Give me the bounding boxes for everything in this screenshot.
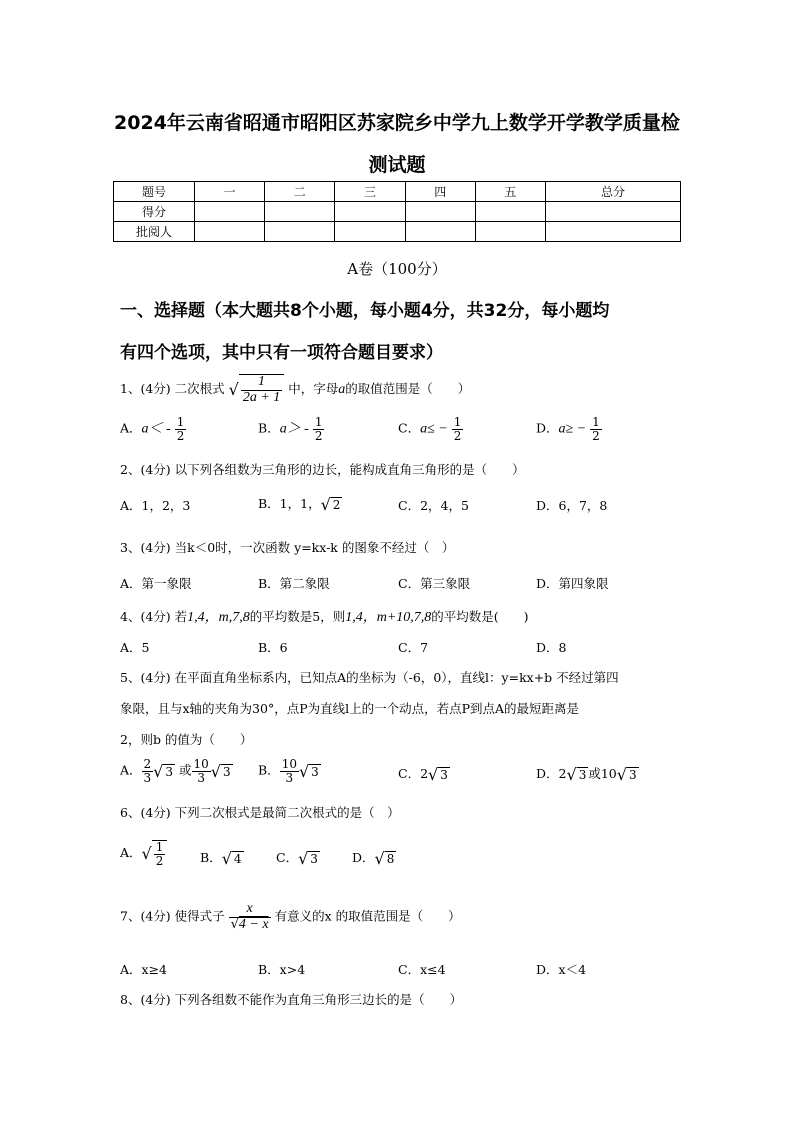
- section-a-heading: A卷（100分）: [347, 260, 447, 278]
- score-cell[interactable]: [405, 222, 475, 242]
- option-root: 2: [332, 498, 341, 512]
- q1-option-b[interactable]: [258, 416, 324, 442]
- question-3: 3、(4分) 当k＜0时，一次函数 y=kx-k 的图象不经过（ ）: [120, 540, 455, 555]
- option-label: A．: [120, 420, 142, 436]
- q3-option-b[interactable]: B．第二象限: [258, 576, 330, 591]
- option-label: B．: [258, 762, 280, 778]
- question-8: 8、(4分) 下列各组数不能作为直角三角形三边长的是（ ）: [120, 992, 463, 1007]
- question-2: 2、(4分) 以下列各组数为三角形的边长，能构成直角三角形的是（ ）: [120, 462, 525, 477]
- question-7: [120, 902, 461, 932]
- option-label: C．: [398, 766, 421, 781]
- sqrt-icon: √: [566, 765, 577, 784]
- option-root: 3: [311, 764, 319, 779]
- option-num: 1: [592, 415, 600, 429]
- option-den: 2: [592, 428, 600, 443]
- option-label: B．: [200, 850, 222, 865]
- score-table-row: [114, 222, 681, 242]
- q5-option-a[interactable]: [120, 758, 233, 784]
- option-root: 8: [386, 852, 395, 866]
- q1-frac-num: 1: [258, 374, 266, 389]
- sqrt-icon: √: [230, 916, 239, 932]
- option-num: 10: [281, 757, 297, 771]
- q4-option-b[interactable]: B．6: [258, 640, 288, 655]
- score-cell[interactable]: [546, 202, 681, 222]
- q4-option-a[interactable]: A．5: [120, 640, 150, 655]
- q2-option-b[interactable]: [258, 494, 342, 514]
- q3-option-a[interactable]: A．第一象限: [120, 576, 192, 591]
- option-num: 1: [453, 415, 462, 429]
- score-cell[interactable]: [195, 202, 265, 222]
- question-4: [120, 606, 529, 626]
- q4-text-b: 的平均数是5，则: [249, 609, 346, 624]
- sqrt-icon: √: [141, 844, 152, 864]
- question-5-line-3: 2，则b 的值为（ ）: [120, 732, 253, 747]
- q3-option-d[interactable]: D．第四象限: [536, 576, 609, 591]
- q5-option-c[interactable]: [398, 764, 450, 784]
- option-label: A．: [120, 762, 142, 778]
- q2-option-d[interactable]: D．6，7，8: [536, 498, 608, 513]
- score-cell[interactable]: [195, 222, 265, 242]
- sqrt-icon: √: [298, 761, 310, 781]
- score-cell[interactable]: [546, 222, 681, 242]
- option-den: 2: [453, 428, 462, 443]
- q4-option-d[interactable]: D．8: [536, 640, 567, 655]
- part1-heading-line-2: 有四个选项，其中只有一项符合题目要求）: [120, 343, 443, 363]
- score-cell[interactable]: [475, 222, 545, 242]
- sqrt-icon: √: [153, 761, 164, 781]
- option-root: 3: [440, 768, 448, 782]
- option-coef: 10: [600, 766, 617, 781]
- score-table-header-cell: 总分: [546, 182, 681, 202]
- question-5-line-1: 5、(4分) 在平面直角坐标系内，已知点A的坐标为（-6，0），直线l：y=kx+b 不经过第四: [120, 670, 619, 685]
- option-label: C．: [398, 420, 421, 436]
- score-cell[interactable]: [335, 222, 405, 242]
- option-expr: a＜ -: [141, 421, 171, 437]
- sqrt-icon: √: [228, 380, 239, 400]
- part1-heading-line-1: 一、选择题（本大题共8个小题，每小题4分，共32分，每小题均: [120, 301, 610, 321]
- score-table-header-cell: 三: [335, 182, 405, 202]
- q7-option-d[interactable]: D．x＜4: [536, 962, 587, 977]
- score-table-header-cell: 四: [405, 182, 475, 202]
- option-num: 10: [193, 757, 209, 771]
- q7-frac-num: x: [246, 901, 253, 916]
- option-expr: a＞ -: [279, 421, 309, 437]
- option-root: 3: [628, 768, 637, 782]
- option-coef: 2: [558, 766, 567, 781]
- option-label: B．: [258, 420, 280, 436]
- option-num: 2: [143, 757, 152, 771]
- q6-option-d[interactable]: [352, 848, 396, 868]
- option-den: 3: [192, 771, 211, 785]
- q4-text-a: 4、(4分) 若: [120, 609, 188, 624]
- q4-set-b: 1,4，m+10,7,8: [345, 610, 432, 625]
- q5-option-d[interactable]: [536, 764, 639, 784]
- sqrt-icon: √: [298, 849, 309, 868]
- title-line-1: 2024年云南省昭通市昭阳区苏家院乡中学九上数学开学教学质量检: [114, 112, 680, 134]
- q1-frac-den: 2a + 1: [242, 389, 281, 405]
- score-table-header-cell: 二: [265, 182, 335, 202]
- question-6: 6、(4分) 下列二次根式是最简二次根式的是（ ）: [120, 805, 400, 820]
- score-table-row: [114, 202, 681, 222]
- score-cell[interactable]: [265, 202, 335, 222]
- q4-option-c[interactable]: C．7: [398, 640, 429, 655]
- score-row-label: 批阅人: [114, 222, 195, 242]
- sqrt-icon: √: [210, 761, 221, 781]
- option-or: 或: [179, 762, 192, 778]
- question-5-line-2: 象限，且与x轴的夹角为30°，点P为直线l上的一个动点，若点P到点A的最短距离是: [120, 701, 580, 716]
- q2-option-a[interactable]: A．1，2，3: [120, 498, 191, 513]
- q2-option-c[interactable]: C．2，4，5: [398, 498, 469, 513]
- sqrt-icon: √: [320, 495, 331, 514]
- q7-text-post: 有意义的x 的取值范围是（ ）: [274, 908, 461, 924]
- q4-set-a: 1,4，m,7,8: [187, 610, 250, 625]
- option-label: D．: [536, 420, 559, 436]
- q1-option-c[interactable]: [398, 416, 463, 442]
- q7-option-b[interactable]: B．x>4: [258, 962, 306, 977]
- score-cell[interactable]: [475, 202, 545, 222]
- title-line-2: 测试题: [368, 154, 426, 176]
- score-table-header-cell: 题号: [114, 182, 195, 202]
- option-coef: 2: [420, 766, 429, 781]
- option-num: 1: [314, 415, 323, 429]
- q1-option-a[interactable]: [120, 416, 186, 442]
- q1-sqrt: [229, 374, 285, 405]
- score-cell[interactable]: [265, 222, 335, 242]
- option-num: 1: [155, 840, 164, 854]
- q1-text-pre: 1、(4分) 二次根式: [120, 381, 225, 397]
- q6-option-a[interactable]: [120, 840, 167, 867]
- sqrt-icon: √: [616, 765, 627, 784]
- q6-option-c[interactable]: [276, 848, 320, 868]
- option-num: 1: [176, 415, 185, 429]
- q4-text-c: 的平均数是( ): [431, 609, 529, 624]
- option-den: 2: [155, 853, 164, 868]
- q7-text-pre: 7、(4分) 使得式子: [120, 908, 225, 924]
- option-den: 2: [314, 428, 323, 443]
- score-table-header-row: [114, 182, 681, 202]
- score-row-label: 得分: [114, 202, 195, 222]
- option-label: D．: [536, 766, 559, 781]
- option-den: 3: [280, 771, 299, 785]
- option-root: 4: [233, 852, 242, 866]
- q1-option-d[interactable]: [536, 416, 602, 442]
- option-den: 3: [143, 770, 152, 785]
- score-table: [113, 181, 681, 242]
- sqrt-icon: √: [374, 849, 385, 868]
- option-root: 3: [165, 764, 174, 779]
- score-cell[interactable]: [335, 202, 405, 222]
- score-table-header-cell: 一: [195, 182, 265, 202]
- option-label: A．: [120, 845, 142, 861]
- option-root: 3: [223, 764, 231, 779]
- score-table-header-cell: 五: [475, 182, 545, 202]
- option-expr: a≤ −: [420, 421, 448, 437]
- option-text: B．1，1，: [258, 496, 321, 511]
- q7-option-a[interactable]: A．x≥4: [120, 962, 168, 977]
- q1-var: a: [338, 382, 346, 398]
- option-label: D．: [352, 850, 375, 865]
- option-expr: a≥ −: [558, 421, 587, 437]
- option-label: C．: [276, 850, 299, 865]
- q1-text-post-a: 中，字母: [288, 381, 339, 397]
- q7-frac-den: 4 − x: [238, 916, 269, 932]
- q6-option-b[interactable]: [200, 848, 244, 868]
- sqrt-icon: √: [428, 765, 439, 784]
- sqrt-icon: √: [221, 849, 232, 868]
- option-den: 2: [176, 428, 185, 443]
- question-1: [120, 374, 470, 405]
- option-or: 或: [588, 766, 601, 781]
- option-root: 3: [310, 852, 318, 866]
- q3-option-c[interactable]: C．第三象限: [398, 576, 471, 591]
- option-root: 3: [578, 768, 587, 782]
- score-cell[interactable]: [405, 202, 475, 222]
- q1-text-post-b: 的取值范围是（ ）: [345, 381, 471, 397]
- q5-option-b[interactable]: [258, 758, 321, 784]
- q7-option-c[interactable]: C．x≤4: [398, 962, 446, 977]
